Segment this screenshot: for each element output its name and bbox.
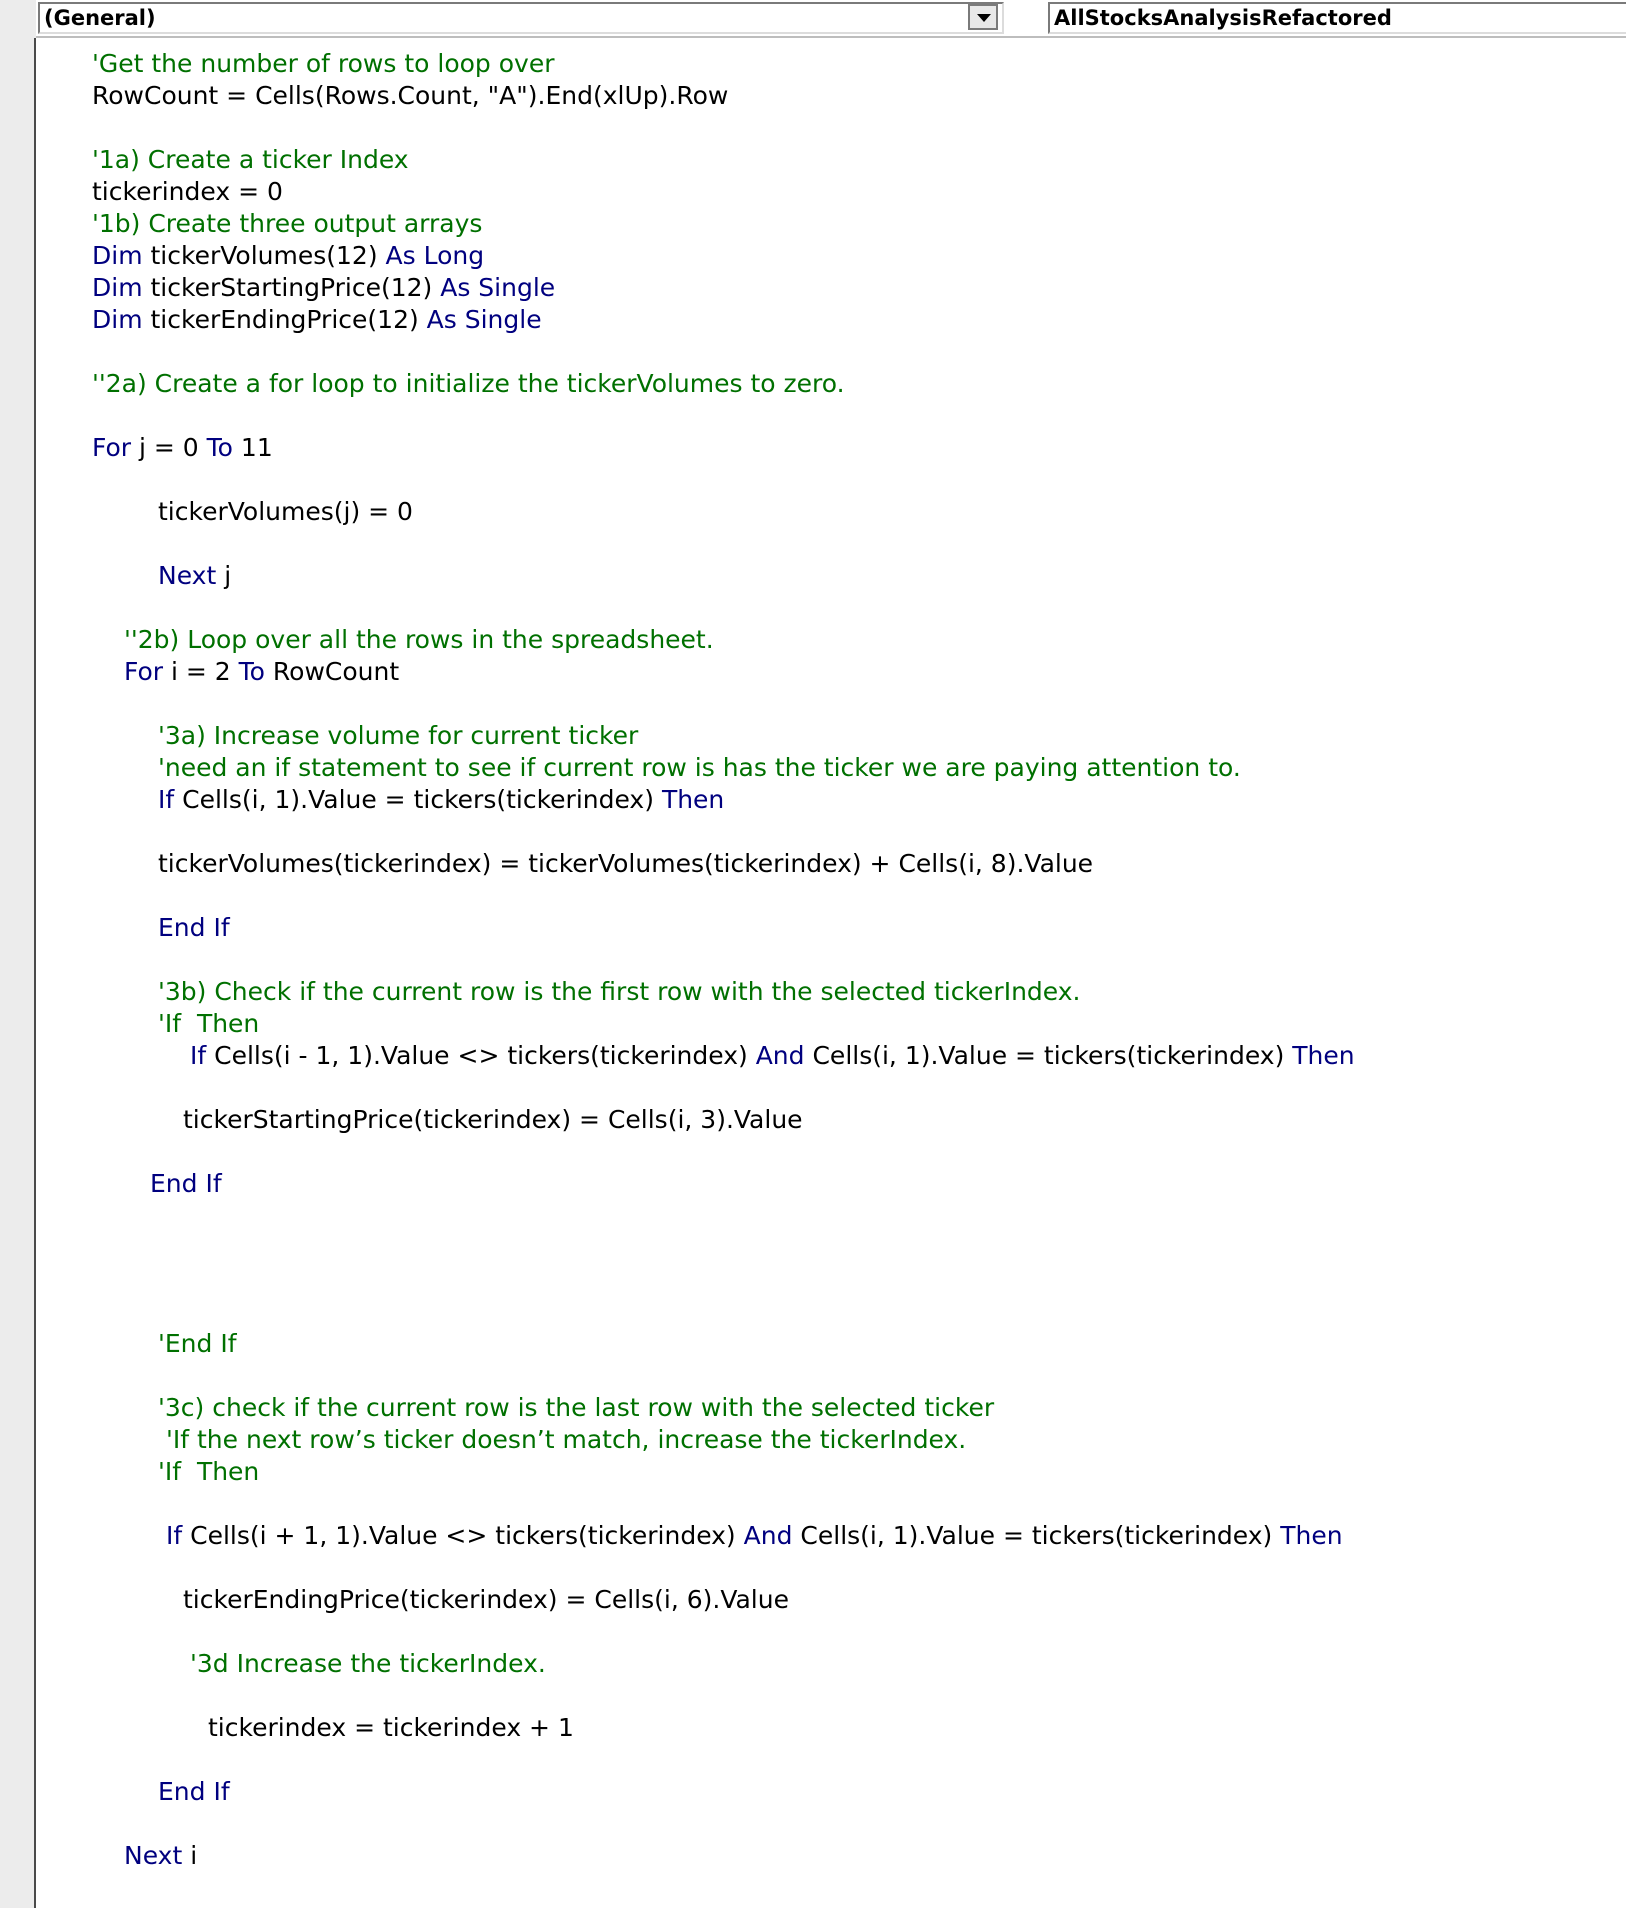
code-line[interactable]: '3a) Increase volume for current ticker xyxy=(158,721,639,750)
code-line[interactable]: '3c) check if the current row is the last row with the selected ticker xyxy=(158,1393,995,1422)
code-text: Cells(i, 1).Value = tickers(tickerindex) xyxy=(792,1521,1281,1550)
code-line[interactable]: tickerVolumes(j) = 0 xyxy=(158,497,413,526)
code-line[interactable]: 'If Then xyxy=(158,1009,260,1038)
code-line[interactable] xyxy=(92,304,542,336)
code-line[interactable]: 'If Then xyxy=(158,1457,260,1486)
code-line[interactable]: tickerVolumes(tickerindex) = tickerVolumes(tickerindex) + Cells(i, 8).Value xyxy=(158,849,1094,878)
keyword: And xyxy=(743,1521,793,1550)
code-line[interactable]: ''2b) Loop over all the rows in the spreadsheet. xyxy=(124,625,714,654)
code-text: i = 2 xyxy=(163,657,239,686)
procedure-combobox[interactable] xyxy=(1048,2,1626,34)
keyword: Then xyxy=(661,785,725,814)
code-line[interactable] xyxy=(124,1840,197,1872)
keyword: As Long xyxy=(385,241,485,270)
code-line[interactable]: tickerEndingPrice(tickerindex) = Cells(i, 6).Value xyxy=(183,1585,789,1614)
code-text: tickerEndingPrice(12) xyxy=(142,305,427,334)
keyword: For xyxy=(124,657,164,686)
toolbar-margin xyxy=(0,0,36,38)
keyword: As Single xyxy=(426,305,542,334)
keyword: If xyxy=(190,1041,207,1070)
code-text: 11 xyxy=(232,433,273,462)
code-line[interactable]: 'need an if statement to see if current row is has the ticker we are paying attention to. xyxy=(158,753,1241,782)
code-line[interactable] xyxy=(190,1040,1355,1072)
keyword: To xyxy=(206,433,233,462)
code-text: j xyxy=(216,561,232,590)
object-combobox[interactable] xyxy=(38,2,1004,34)
code-line[interactable] xyxy=(158,784,724,816)
keyword: Dim xyxy=(92,305,143,334)
keyword: As Single xyxy=(440,273,556,302)
procedure-combobox-value: AllStocksAnalysisRefactored xyxy=(1054,6,1392,30)
code-text: RowCount xyxy=(264,657,400,686)
code-line[interactable]: '3d Increase the tickerIndex. xyxy=(190,1649,546,1678)
code-text: tickerVolumes(12) xyxy=(142,241,386,270)
keyword: Dim xyxy=(92,241,143,270)
code-line[interactable]: '1b) Create three output arrays xyxy=(92,209,483,238)
code-line[interactable]: '3b) Check if the current row is the first row with the selected tickerIndex. xyxy=(158,977,1081,1006)
keyword: For xyxy=(92,433,132,462)
code-text: j = 0 xyxy=(131,433,207,462)
code-line[interactable]: End If xyxy=(150,1169,222,1198)
code-line[interactable] xyxy=(92,432,273,464)
keyword: To xyxy=(238,657,265,686)
code-line[interactable]: tickerStartingPrice(tickerindex) = Cells(i, 3).Value xyxy=(183,1105,803,1134)
code-window-toolbar xyxy=(0,0,1626,38)
keyword: Dim xyxy=(92,273,143,302)
keyword: Next xyxy=(124,1841,183,1870)
code-text: tickerStartingPrice(12) xyxy=(142,273,441,302)
margin-indicator-bar[interactable] xyxy=(0,38,36,1908)
keyword: If xyxy=(166,1521,183,1550)
object-combobox-value: (General) xyxy=(44,6,156,30)
chevron-down-icon[interactable] xyxy=(968,4,998,30)
code-line[interactable]: 'End If xyxy=(158,1329,237,1358)
code-line[interactable]: End If xyxy=(158,1777,230,1806)
keyword: Then xyxy=(1292,1041,1355,1070)
keyword: Next xyxy=(158,561,217,590)
code-text: Cells(i, 1).Value = tickers(tickerindex) xyxy=(804,1041,1293,1070)
code-line[interactable] xyxy=(92,240,484,272)
code-line[interactable]: tickerindex = tickerindex + 1 xyxy=(208,1713,574,1742)
code-text: Cells(i - 1, 1).Value <> tickers(tickerindex) xyxy=(206,1041,756,1070)
keyword: Then xyxy=(1280,1521,1343,1550)
code-line[interactable]: RowCount = Cells(Rows.Count, "A").End(xlUp).Row xyxy=(92,81,729,110)
code-line[interactable]: End If xyxy=(158,913,230,942)
code-text: i xyxy=(182,1841,198,1870)
code-text: Cells(i + 1, 1).Value <> tickers(tickerindex) xyxy=(182,1521,744,1550)
code-line[interactable] xyxy=(92,272,555,304)
code-line[interactable] xyxy=(158,560,231,592)
code-line[interactable]: '1a) Create a ticker Index xyxy=(92,145,409,174)
code-line[interactable]: ''2a) Create a for loop to initialize the tickerVolumes to zero. xyxy=(92,369,845,398)
code-line[interactable] xyxy=(124,656,399,688)
keyword: If xyxy=(158,785,175,814)
code-text: Cells(i, 1).Value = tickers(tickerindex) xyxy=(174,785,662,814)
code-line[interactable] xyxy=(166,1520,1343,1552)
code-line[interactable]: 'If the next row’s ticker doesn’t match, increase the tickerIndex. xyxy=(166,1425,967,1454)
keyword: And xyxy=(755,1041,805,1070)
code-line[interactable]: tickerindex = 0 xyxy=(92,177,283,206)
code-line[interactable]: 'Get the number of rows to loop over xyxy=(92,49,555,78)
